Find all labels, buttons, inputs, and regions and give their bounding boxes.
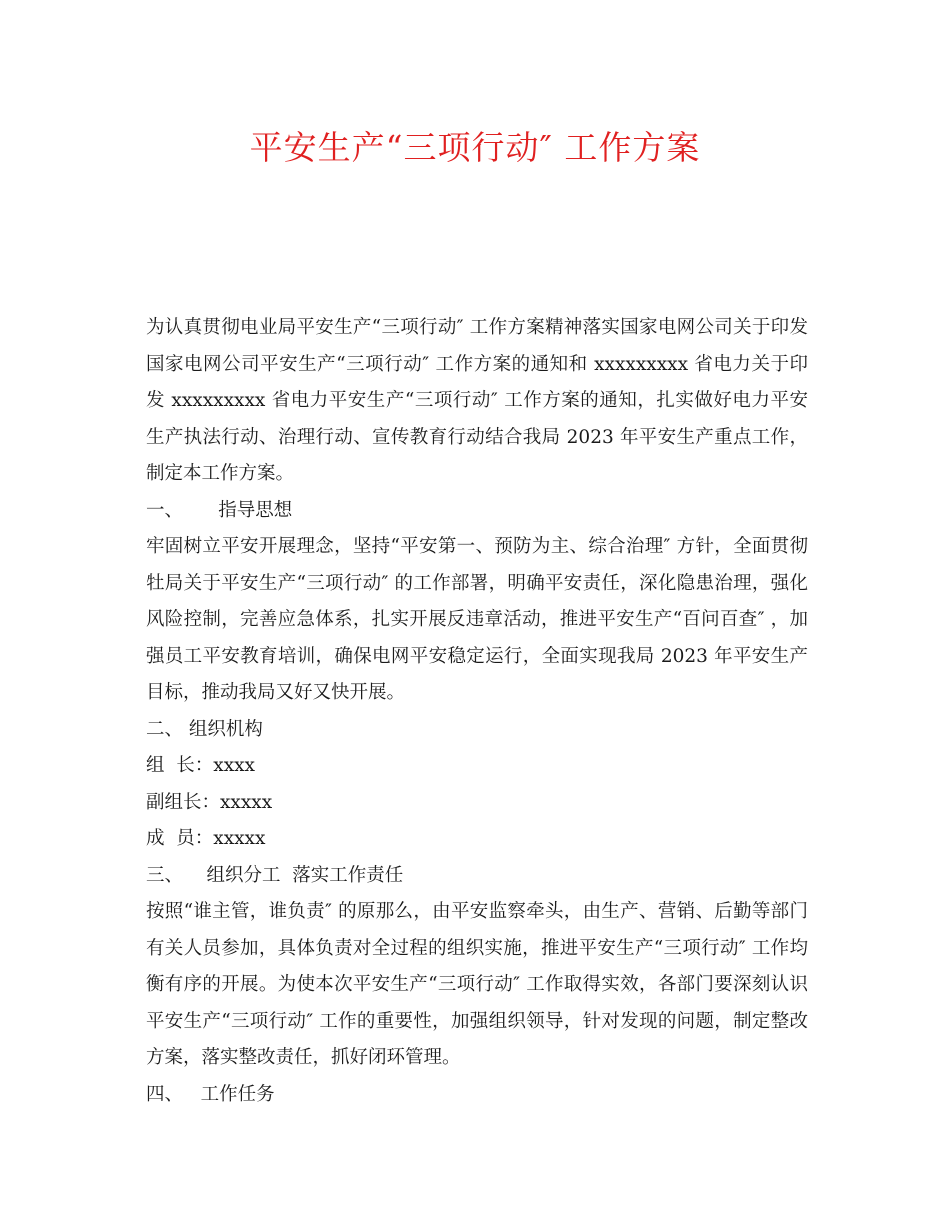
section-heading-guiding-ideology: 一、 指导思想 [146, 499, 293, 521]
document-title: 平安生产“三项行动″ 工作方案 [249, 128, 701, 167]
member-deputy-leader: 副组长：xxxxx [146, 791, 273, 813]
section-heading-organization: 二、 组织机构 [146, 718, 263, 740]
section-paragraph-guiding-ideology: 牢固树立平安开展理念，坚持“平安第一、预防为主、综合治理″ 方针，全面贯彻牡局关于平安生产“三项行动″ 的工作部署，明确平安责任，深化隐患治理，强化风险控制，完善应急体系，扎实开展反违章活动，推进平安生产“百问百查″ ，加强员工平安教育培训，确保电网平安稳定运行，全面实现我局 2023 年平安生产目标，推动我局又好又快开展。 [146, 536, 808, 703]
document-body [146, 310, 808, 1113]
section-paragraph-division-of-work: 按照“谁主管，谁负责″ 的原那么，由平安监察牵头，由生产、营销、后勤等部门有关人员参加，具体负责对全过程的组织实施，推进平安生产“三项行动″ 工作均衡有序的开展。为使本次平安生产“三项行动″ 工作取得实效，各部门要深刻认识平安生产“三项行动″ 工作的重要性，加强组织领导，针对发现的问题，制定整改方案，落实整改责任，抓好闭环管理。 [146, 901, 808, 1068]
member-leader: 组 长：xxxx [146, 755, 255, 776]
member-members: 成 员：xxxxx [146, 828, 266, 849]
section-heading-tasks: 四、 工作任务 [146, 1083, 275, 1105]
intro-paragraph: 为认真贯彻电业局平安生产“三项行动″ 工作方案精神落实国家电网公司关于印发国家电网公司平安生产“三项行动″ 工作方案的通知和 xxxxxxxxx 省电力关于印发 xxxxxxxxx 省电力平安生产“三项行动″ 工作方案的通知，扎实做好电力平安生产执法行动、治理行动、宣传教育行动结合我局 2023 年平安生产重点工作，制定本工作方案。 [146, 317, 808, 484]
section-heading-division-of-work: 三、 组织分工 落实工作责任 [146, 864, 404, 886]
